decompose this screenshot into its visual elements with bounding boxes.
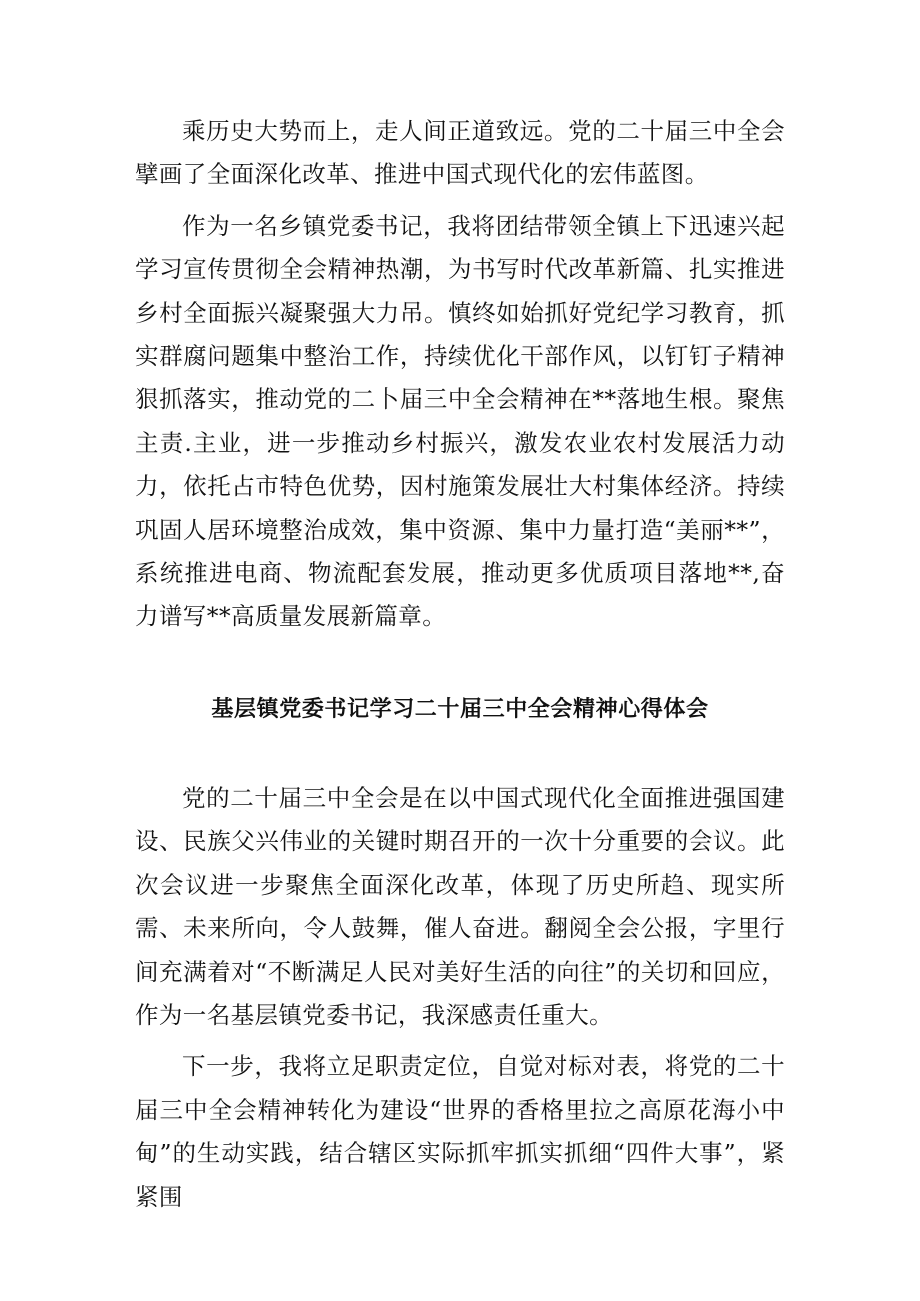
body-paragraph: 下一步，我将立足职责定位，自觉对标对表，将党的二十届三中全会精神转化为建设“世界的香格里拉之高原花海小中甸”的生动实践，结合辖区实际抓牢抓实抓细“四件大事”，紧紧围 <box>135 1052 785 1211</box>
body-paragraph: 作为一名乡镇党委书记，我将团结带领全镇上下迅速兴起学习宣传贯彻全会精神热潮，为书写时代改革新篇、扎实推进乡村全面振兴凝聚强大力吊。慎终如始抓好党纪学习教育，抓实群腐问题集中整治工作，持续优化干部作风，以钉钉子精神狠抓落实，推动党的二卜届三中全会精神在**落地生根。聚焦主责.主业，进一步推动乡村振兴，激发农业农村发展活力动力，依托占市特色优势，因村施策发展壮大村集体经济。持续巩固人居环境整治成效，集中资源、集中力量打造“美丽**”，系统推进电商、物流配套发展，推动更多优质项目落地**,奋力谱写**高质量发展新篇章。 <box>135 211 785 631</box>
body-paragraph: 党的二十届三中全会是在以中国式现代化全面推进强国建设、民族父兴伟业的关键时期召开的一次十分重要的会议。此次会议进一步聚焦全面深化改革，体现了历史所趋、现实所需、未来所向，令人鼓舞，催人奋进。翻阅全会公报，字里行间充满着对“不断满足人民对美好生活的向往”的关切和回应，作为一名基层镇党委书记，我深感责任重大。 <box>135 783 785 1029</box>
section-title: 基层镇党委书记学习二十届三中全会精神心得体会 <box>211 696 709 722</box>
body-paragraph: 乘历史大势而上，走人间正道致远。党的二十届三中全会擘画了全面深化改革、推进中国式现代化的宏伟蓝图。 <box>135 117 785 189</box>
